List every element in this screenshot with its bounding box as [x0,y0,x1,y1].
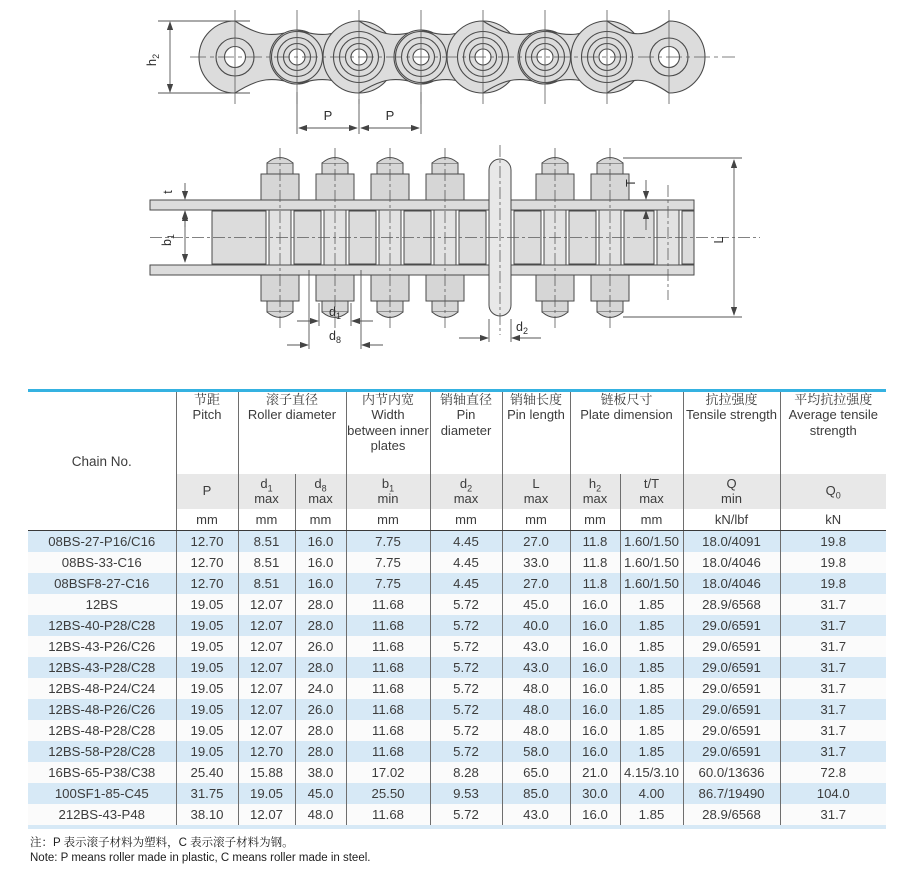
symbol-label [571,477,620,492]
symbol-header-cell [502,474,570,509]
d2-dim-label: $d_2$ [516,320,528,336]
symbol-label [347,477,430,492]
value-cell: 21.0 [570,762,620,783]
value-cell: 18.0/4046 [683,552,780,573]
value-cell: 1.85 [620,615,683,636]
symbol-header-cell [570,474,620,509]
value-cell: 43.0 [502,804,570,827]
chain-no-cell: 12BS-40-P28/C28 [48,618,156,633]
symbol-base: t/T [643,475,660,491]
group-header-en: Pin diameter [440,407,492,438]
value-cell: 11.8 [570,531,620,553]
value-cell: 18.0/4091 [683,531,780,553]
group-header-cell [238,391,346,475]
group-header-row [28,391,886,475]
symbol-base: h [588,475,597,491]
value-cell: 18.0/4046 [683,573,780,594]
group-header-cell [780,391,886,475]
value-cell: 72.8 [780,762,886,783]
symbol-header-cell [780,474,886,509]
value-cell: 19.8 [780,552,886,573]
symbol-header-cell [176,474,238,509]
group-header-cell [430,391,502,475]
value-cell: 4.45 [430,552,502,573]
group-header-cell [570,391,683,475]
footnote-en: Note: P means roller made in plastic, C means roller made in steel. [30,851,371,864]
d1-dim-label: $d_1$ [329,305,341,321]
footnotes [30,836,897,866]
unit-cell: mm [570,509,620,531]
value-cell: 86.7/19490 [683,783,780,804]
value-cell: 16.0 [570,657,620,678]
chain-no-cell: 08BSF8-27-C16 [54,576,150,591]
value-cell: 11.68 [346,594,430,615]
value-cell: 60.0/13636 [683,762,780,783]
chain-no-cell: 212BS-43-P48 [58,807,145,822]
symbol-label [296,477,346,492]
value-cell: 16.0 [570,615,620,636]
value-cell: 48.0 [502,720,570,741]
value-cell: 8.51 [238,552,295,573]
symbol-header-cell [295,474,346,509]
chain-no-cell: 12BS-43-P28/C28 [48,660,156,675]
symbol-qualifier: min [721,490,742,506]
chain-no-cell: 100SF1-85-C45 [54,786,149,801]
value-cell: 11.68 [346,741,430,762]
value-cell: 11.68 [346,615,430,636]
value-cell: 1.60/1.50 [620,531,683,553]
group-header-cell [346,391,430,475]
symbol-header-cell [620,474,683,509]
value-cell: 31.7 [780,741,886,762]
value-cell: 65.0 [502,762,570,783]
value-cell: 11.68 [346,720,430,741]
value-cell: 5.72 [430,699,502,720]
value-cell: 19.05 [176,699,238,720]
value-cell: 16.0 [570,741,620,762]
value-cell: 25.50 [346,783,430,804]
symbol-subscript: 2 [467,483,473,494]
value-cell: 19.05 [176,657,238,678]
table-row [28,531,886,553]
group-header-en: Roller diameter [247,407,337,423]
value-cell: 16.0 [295,573,346,594]
T-dim-label: T [624,179,638,187]
value-cell: 31.7 [780,636,886,657]
table-row [28,699,886,720]
symbol-qualifier: max [639,490,664,506]
chain-no-cell: 08BS-33-C16 [61,555,142,570]
value-cell: 31.7 [780,720,886,741]
value-cell: 45.0 [502,594,570,615]
value-cell: 43.0 [502,657,570,678]
value-cell: 19.05 [176,720,238,741]
value-cell: 19.05 [176,678,238,699]
symbol-label [431,477,502,492]
value-cell: 7.75 [346,531,430,553]
symbol-base: L [532,475,540,491]
value-cell: 24.0 [295,678,346,699]
value-cell: 45.0 [295,783,346,804]
table-body [28,531,886,828]
value-cell: 12.07 [238,678,295,699]
value-cell: 30.0 [570,783,620,804]
value-cell: 1.60/1.50 [620,573,683,594]
group-header-en: Plate dimension [580,407,673,423]
value-cell: 48.0 [502,678,570,699]
value-cell: 104.0 [780,783,886,804]
value-cell: 11.68 [346,678,430,699]
L-dim-label: L [712,236,726,244]
value-cell: 31.7 [780,594,886,615]
chain-no-cell: 12BS-48-P28/C28 [48,723,156,738]
value-cell: 29.0/6591 [683,720,780,741]
group-header-zh: 销轴直径 [439,392,492,407]
unit-cell: kN [780,509,886,531]
value-cell: 11.8 [570,573,620,594]
value-cell: 5.72 [430,615,502,636]
unit-cell: mm [502,509,570,531]
chain-plan-view [150,145,760,349]
value-cell: 5.72 [430,594,502,615]
value-cell: 19.05 [176,594,238,615]
value-cell: 19.05 [176,615,238,636]
value-cell: 15.88 [238,762,295,783]
group-header-zh: 平均抗拉强度 [794,392,873,407]
group-header-en: Pitch [192,407,222,423]
value-cell: 16.0 [570,699,620,720]
value-cell: 27.0 [502,573,570,594]
value-cell: 26.0 [295,699,346,720]
symbol-base: d [459,475,468,491]
value-cell: 19.05 [238,783,295,804]
value-cell: 12.07 [238,699,295,720]
value-cell: 28.0 [295,720,346,741]
chain-no-header: Chain No. [28,391,176,531]
value-cell: 19.05 [176,741,238,762]
chain-no-cell: 08BS-27-P16/C16 [48,534,156,549]
symbol-qualifier: min [377,490,399,506]
footnote-zh: 注：P 表示滚子材料为塑料，C 表示滚子材料为钢。 [30,837,294,849]
value-cell: 16.0 [570,636,620,657]
d8-dim-label: $d_8$ [329,329,341,345]
unit-cell: kN/lbf [683,509,780,531]
value-cell: 29.0/6591 [683,678,780,699]
value-cell: 1.85 [620,804,683,827]
value-cell: 31.7 [780,804,886,827]
table-row [28,573,886,594]
symbol-label [781,484,887,499]
value-cell: 38.10 [176,804,238,827]
value-cell: 40.0 [502,615,570,636]
group-header-en: Average tensile strength [788,407,878,438]
value-cell: 27.0 [502,531,570,553]
value-cell: 19.05 [176,636,238,657]
value-cell: 7.75 [346,552,430,573]
symbol-label [177,484,238,499]
value-cell: 7.75 [346,573,430,594]
symbol-base: P [202,483,212,499]
value-cell: 31.75 [176,783,238,804]
symbol-subscript: 8 [321,483,327,494]
symbol-subscript: 1 [267,483,273,494]
value-cell: 25.40 [176,762,238,783]
symbol-header-cell [238,474,295,509]
symbol-base: Q [726,475,737,491]
symbol-label [684,477,780,492]
value-cell: 5.72 [430,657,502,678]
symbol-qualifier: max [254,490,279,506]
symbol-header-cell [430,474,502,509]
value-cell: 28.9/6568 [683,804,780,827]
group-header-zh: 内节内宽 [361,392,414,407]
spec-table [28,389,886,829]
value-cell: 5.72 [430,804,502,827]
value-cell: 28.9/6568 [683,594,780,615]
value-cell: 9.53 [430,783,502,804]
value-cell: 1.85 [620,678,683,699]
chain-side-view [144,10,735,134]
group-header-cell [502,391,570,475]
value-cell: 38.0 [295,762,346,783]
unit-cell: mm [620,509,683,531]
symbol-qualifier: max [453,490,479,506]
value-cell: 31.7 [780,615,886,636]
value-cell: 33.0 [502,552,570,573]
value-cell: 11.68 [346,657,430,678]
t-dim-label: t [161,190,175,194]
value-cell: 5.72 [430,741,502,762]
value-cell: 4.45 [430,573,502,594]
value-cell: 12.07 [238,720,295,741]
value-cell: 85.0 [502,783,570,804]
value-cell: 12.70 [176,573,238,594]
unit-cell: mm [430,509,502,531]
value-cell: 12.07 [238,804,295,827]
value-cell: 1.85 [620,636,683,657]
table-row [28,741,886,762]
symbol-label [239,477,295,492]
value-cell: 12.07 [238,636,295,657]
table-row [28,678,886,699]
table-row [28,615,886,636]
value-cell: 4.00 [620,783,683,804]
value-cell: 1.85 [620,741,683,762]
value-cell: 31.7 [780,699,886,720]
symbol-qualifier: max [523,490,549,506]
value-cell: 29.0/6591 [683,741,780,762]
value-cell: 5.72 [430,720,502,741]
value-cell: 12.07 [238,657,295,678]
pitch-dim-label-1: P [323,108,333,123]
value-cell: 1.85 [620,720,683,741]
value-cell: 29.0/6591 [683,699,780,720]
value-cell: 28.0 [295,657,346,678]
value-cell: 8.51 [238,573,295,594]
value-cell: 11.68 [346,699,430,720]
value-cell: 28.0 [295,615,346,636]
value-cell: 43.0 [502,636,570,657]
group-header-cell [176,391,238,475]
unit-cell: mm [295,509,346,531]
unit-cell: mm [346,509,430,531]
value-cell: 11.68 [346,636,430,657]
value-cell: 11.8 [570,552,620,573]
value-cell: 48.0 [295,804,346,827]
chain-no-cell: 12BS-48-P24/C24 [48,681,156,696]
value-cell: 1.60/1.50 [620,552,683,573]
value-cell: 12.07 [238,594,295,615]
group-header-zh: 销轴长度 [509,392,562,407]
table-row [28,636,886,657]
symbol-base: d [260,475,268,491]
value-cell: 16.0 [295,531,346,553]
value-cell: 4.45 [430,531,502,553]
value-cell: 5.72 [430,678,502,699]
unit-cell: mm [176,509,238,531]
symbol-base: d [314,475,322,491]
chain-no-cell: 12BS-43-P26/C26 [48,639,156,654]
group-header-en: Pin length [507,407,565,423]
value-cell: 19.8 [780,573,886,594]
symbol-label [621,477,683,492]
table-row [28,720,886,741]
table-row [28,657,886,678]
value-cell: 29.0/6591 [683,615,780,636]
table-row [28,594,886,615]
symbol-base: Q [825,483,836,499]
symbol-qualifier: max [308,490,333,506]
symbol-subscript: 2 [596,483,602,494]
chain-no-cell: 12BS-48-P26/C26 [48,702,156,717]
value-cell: 29.0/6591 [683,636,780,657]
group-header-en: Tensile strength [685,407,778,423]
value-cell: 12.70 [176,531,238,553]
symbol-header-cell [683,474,780,509]
h2-dim-label: $h_2$ [144,53,161,67]
symbol-subscript: 1 [389,483,395,494]
symbol-subscript: 0 [835,490,841,501]
value-cell: 16.0 [570,678,620,699]
value-cell: 16.0 [570,594,620,615]
symbol-label [503,477,570,492]
table-head [28,391,886,531]
value-cell: 48.0 [502,699,570,720]
group-header-en: Width between inner plates [347,407,429,453]
unit-cell: mm [238,509,295,531]
value-cell: 12.70 [176,552,238,573]
b1-dim-label: $b_1$ [160,234,176,246]
group-header-zh: 抗拉强度 [705,392,758,407]
value-cell: 12.70 [238,741,295,762]
value-cell: 16.0 [295,552,346,573]
value-cell: 5.72 [430,636,502,657]
chain-diagrams [0,0,897,380]
symbol-header-cell [346,474,430,509]
value-cell: 1.85 [620,594,683,615]
symbol-qualifier: max [582,490,608,506]
value-cell: 16.0 [570,804,620,827]
table-row [28,762,886,783]
table-row [28,804,886,827]
group-header-zh: 节距 [193,392,220,407]
value-cell: 26.0 [295,636,346,657]
value-cell: 29.0/6591 [683,657,780,678]
value-cell: 28.0 [295,741,346,762]
value-cell: 8.51 [238,531,295,553]
chain-no-cell: 16BS-65-P38/C38 [48,765,156,780]
value-cell: 17.02 [346,762,430,783]
value-cell: 16.0 [570,720,620,741]
group-header-cell [683,391,780,475]
value-cell: 19.8 [780,531,886,553]
table-row [28,552,886,573]
symbol-base: b [381,475,390,491]
chain-no-cell: 12BS-58-P28/C28 [48,744,156,759]
value-cell: 12.07 [238,615,295,636]
table-row [28,783,886,804]
value-cell: 1.85 [620,699,683,720]
value-cell: 58.0 [502,741,570,762]
pitch-dim-label-2: P [385,108,395,123]
value-cell: 31.7 [780,678,886,699]
group-header-zh: 链板尺寸 [600,392,653,407]
value-cell: 4.15/3.10 [620,762,683,783]
value-cell: 28.0 [295,594,346,615]
chain-no-cell: 12BS [85,597,118,612]
value-cell: 1.85 [620,657,683,678]
value-cell: 8.28 [430,762,502,783]
value-cell: 11.68 [346,804,430,827]
group-header-zh: 滚子直径 [265,392,318,407]
value-cell: 31.7 [780,657,886,678]
